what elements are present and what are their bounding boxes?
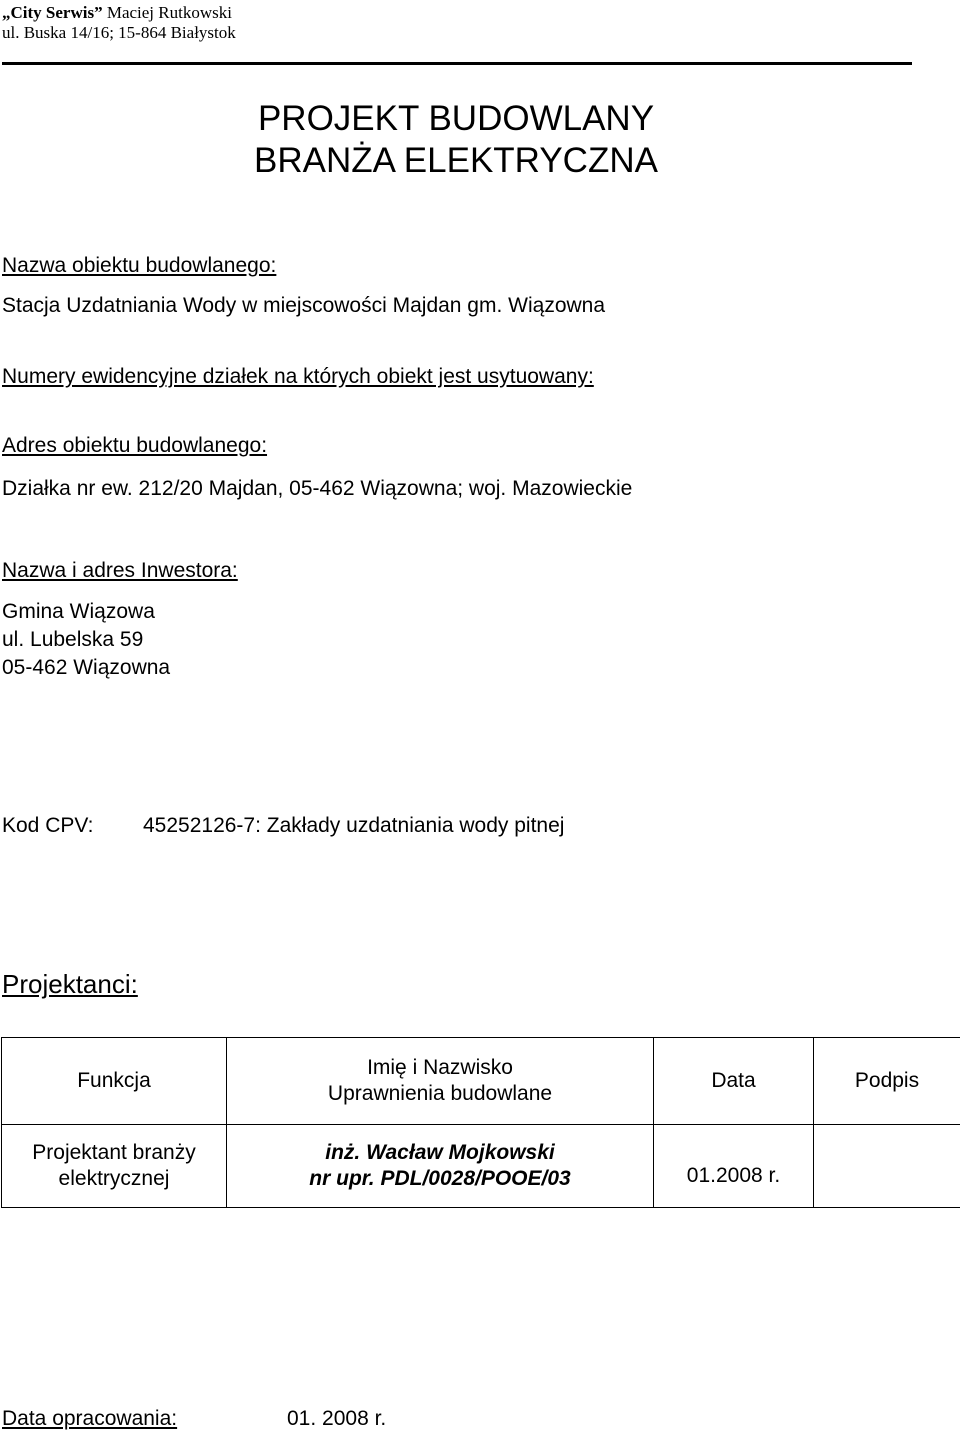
header-function: Funkcja: [2, 1038, 227, 1125]
investor-line2: ul. Lubelska 59: [2, 628, 144, 651]
designers-header-row: [2, 1038, 960, 1125]
doc-title-line2: BRANŻA ELEKTRYCZNA: [254, 141, 658, 180]
object-name-value: Stacja Uzdatniania Wody w miejscowości Majdan gm. Wiązowna: [2, 294, 606, 317]
object-address-label: Adres obiektu budowlanego:: [2, 434, 268, 457]
header-name: Imię i Nazwisko: [367, 1056, 513, 1079]
designer-date-value: 01.2008 r.: [686, 1164, 781, 1187]
designers-table: [1, 1037, 960, 1208]
company-address: ul. Buska 14/16; 15-864 Białystok: [2, 23, 236, 42]
investor-label: Nazwa i adres Inwestora:: [2, 559, 238, 582]
designer-name-license: [227, 1125, 654, 1208]
header-rule: [2, 62, 912, 65]
prepared-label: Data opracowania:: [2, 1407, 178, 1430]
table-row: [2, 1125, 960, 1208]
designer-function-line1: Projektant branży: [32, 1141, 196, 1164]
parcels-label: Numery ewidencyjne działek na których obiekt jest usytuowany:: [2, 365, 594, 388]
designer-function: [2, 1125, 227, 1208]
cpv-label: Kod CPV:: [2, 814, 94, 837]
designer-signature: [814, 1125, 960, 1208]
cpv-value: 45252126-7: Zakłady uzdatniania wody pitnej: [143, 814, 565, 837]
header-name-license: [227, 1038, 654, 1125]
designer-license: nr upr. PDL/0028/POOE/03: [309, 1167, 571, 1190]
investor-line1: Gmina Wiązowa: [2, 600, 155, 623]
company-name: „City Serwis”: [2, 3, 103, 22]
object-address-value: Działka nr ew. 212/20 Majdan, 05-462 Wiązowna; woj. Mazowieckie: [2, 477, 633, 500]
designers-label: Projektanci:: [2, 969, 138, 999]
header-license: Uprawnienia budowlane: [327, 1082, 553, 1105]
object-name-label: Nazwa obiektu budowlanego:: [2, 254, 277, 277]
prepared-value: 01. 2008 r.: [287, 1407, 387, 1430]
header-signature: Podpis: [814, 1038, 960, 1125]
company-name-line: [2, 3, 232, 23]
doc-title-line1: PROJEKT BUDOWLANY: [257, 99, 655, 138]
company-owner: Maciej Rutkowski: [106, 3, 232, 22]
designer-function-line2: elektrycznej: [58, 1167, 170, 1190]
investor-line3: 05-462 Wiązowna: [2, 656, 171, 679]
designer-name: inż. Wacław Mojkowski: [325, 1141, 555, 1164]
header-date: Data: [654, 1038, 814, 1125]
designer-date: [654, 1125, 814, 1208]
